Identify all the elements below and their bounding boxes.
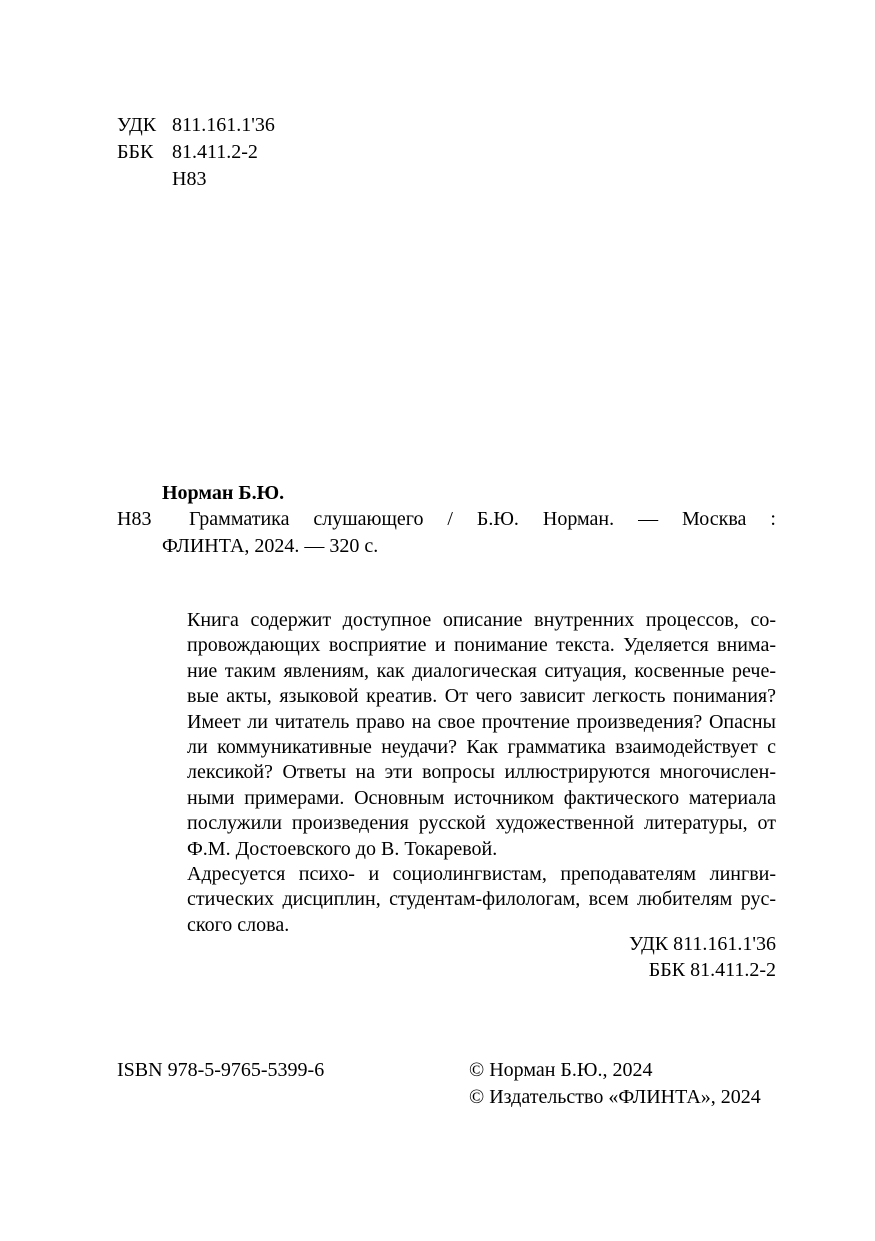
classification-codes-right [629, 931, 776, 983]
entry-word: — [638, 508, 659, 530]
copyright-publisher: © Издательство «ФЛИНТА», 2024 [469, 1086, 761, 1108]
entry-word: Грамматика [189, 508, 290, 530]
entry-title-line [189, 506, 776, 532]
udk-code: УДК 811.161.1'36 [629, 933, 776, 955]
abstract-line: ными примерами. Основным источником фактического материала [187, 786, 776, 809]
abstract-line: Адресуется психо- и социолингвистам, преподавателям лингви- [187, 863, 776, 886]
abstract-line: провождающих восприятие и понимание текста. Уделяется внима- [187, 634, 776, 657]
abstract-line: Ф.М. Достоевского до В. Токаревой. [187, 837, 498, 860]
entry-word: Москва [682, 508, 747, 530]
abstract-line: ли коммуникативные неудачи? Как грамматика взаимодействует с [187, 736, 776, 759]
bbk-code: ББК 81.411.2-2 [648, 959, 776, 981]
entry-publisher-line: ФЛИНТА, 2024. — 320 с. [162, 535, 379, 557]
author-mark: Н83 [172, 168, 207, 190]
abstract-line: лексикой? Ответы на эти вопросы иллюстрируются многочислен- [187, 761, 776, 784]
udk-line [117, 112, 275, 138]
copyright-author: © Норман Б.Ю., 2024 [469, 1059, 653, 1081]
isbn: ISBN 978-5-9765-5399-6 [117, 1059, 325, 1081]
abstract-line: ского слова. [187, 913, 290, 936]
bbk-line [117, 139, 275, 165]
abstract [160, 608, 776, 938]
bbk-value: 81.411.2-2 [172, 141, 258, 163]
entry-author: Норман Б.Ю. [162, 482, 285, 504]
copyright-block [469, 1057, 761, 1111]
abstract-line: послужили произведения русской художественной литературы, от [187, 812, 776, 835]
entry-word: Норман. [542, 508, 615, 530]
entry-word: Б.Ю. [476, 508, 519, 530]
entry-word: : [770, 508, 776, 530]
entry-code: Н83 [117, 508, 152, 530]
abstract-line: вые акты, языковой креатив. От чего зависит легкость понимания? [187, 685, 776, 708]
classification-block [117, 112, 275, 192]
udk-label: УДК [117, 114, 157, 136]
abstract-line: ние таким явлениям, как диалогическая ситуация, косвенные рече- [187, 659, 776, 682]
abstract-line: Имеет ли читатель право на свое прочтение произведения? Опасны [187, 710, 776, 733]
audience-paragraph [160, 862, 776, 938]
abstract-line: стических дисциплин, студентам-филологам, всем любителям рус- [187, 888, 776, 911]
bbk-label: ББК [117, 141, 154, 163]
abstract-paragraph [160, 608, 776, 862]
abstract-line: Книга содержит доступное описание внутренних процессов, со- [187, 609, 776, 631]
udk-value: 811.161.1'36 [172, 114, 275, 136]
entry-word: слушающего [313, 508, 424, 530]
entry-description [162, 506, 776, 557]
entry-word: / [447, 508, 453, 530]
